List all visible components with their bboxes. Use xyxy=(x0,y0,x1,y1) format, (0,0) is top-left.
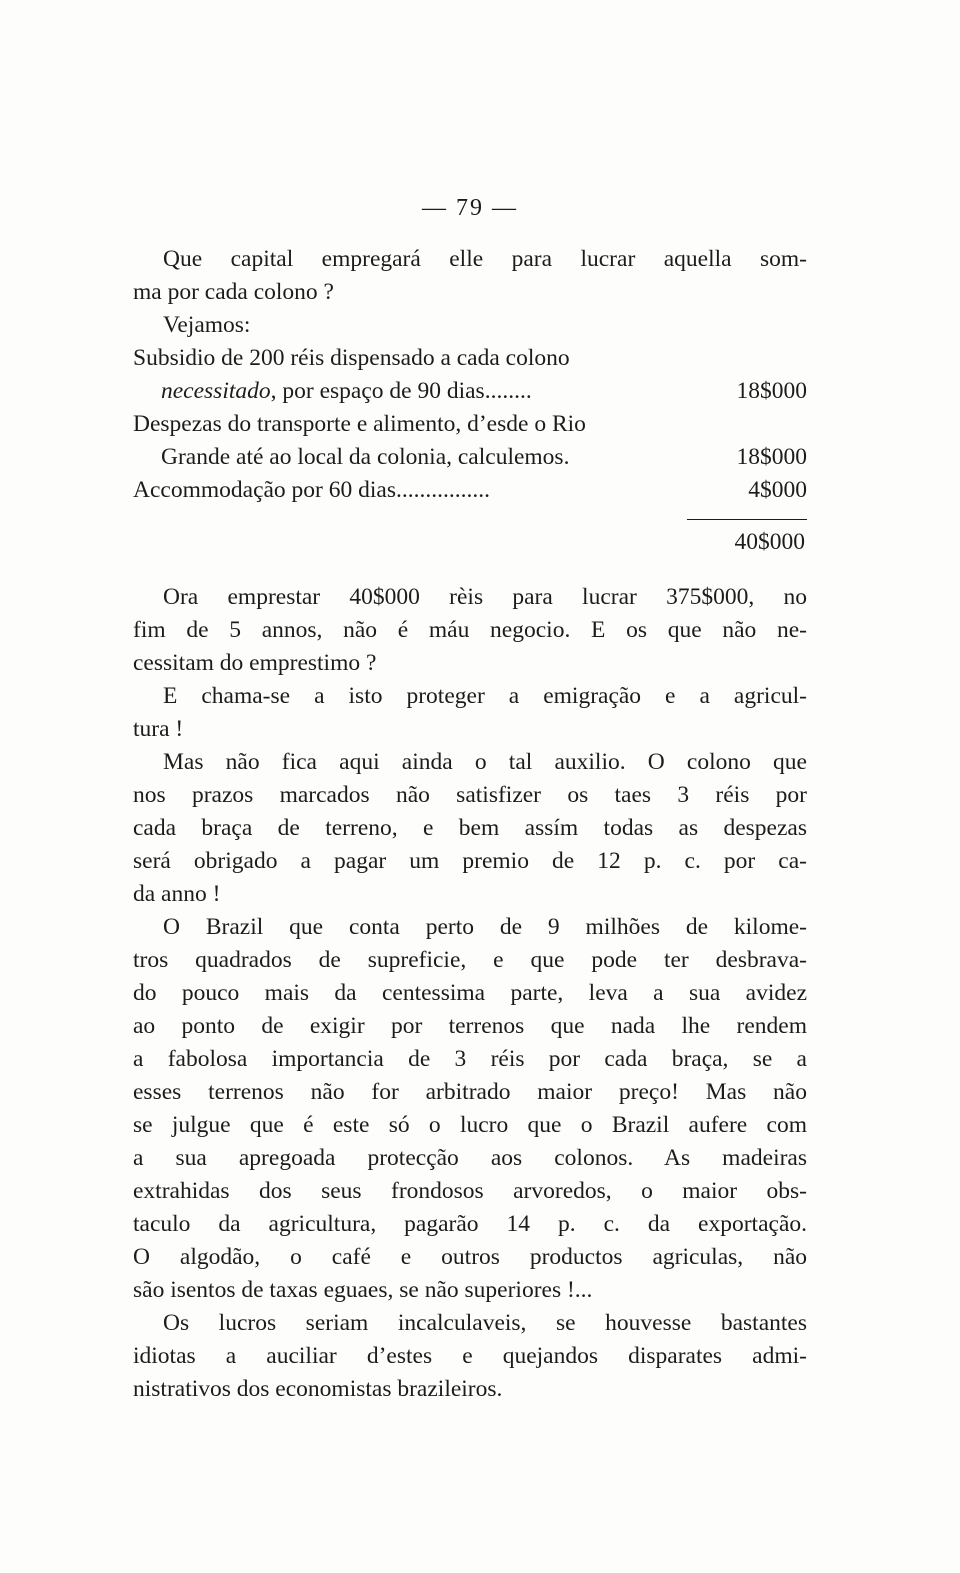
account-row xyxy=(133,408,807,441)
text-line: extrahidas dos seus frondosos arvoredos, o maior obs- xyxy=(133,1178,807,1204)
total-amount: 40$000 xyxy=(734,529,805,555)
text-line: tura ! xyxy=(133,716,184,742)
paragraph xyxy=(133,746,807,911)
text-line: taculo da agricultura, pagarão 14 p. c. da exportação. xyxy=(133,1211,807,1237)
text-line: do pouco mais da centessima parte, leva a sua avidez xyxy=(133,980,807,1006)
text-line: cessitam do emprestimo ? xyxy=(133,650,377,676)
text-line: da anno ! xyxy=(133,881,221,907)
vejamos-label: Vejamos: xyxy=(163,312,251,338)
account-amount: 4$000 xyxy=(748,477,807,503)
text-line: nos prazos marcados não satisfizer os taes 3 réis por xyxy=(133,782,807,808)
text-line: ao ponto de exigir por terrenos que nada lhe rendem xyxy=(133,1013,807,1039)
account-row-text: Accommodação por 60 dias................ xyxy=(133,477,490,503)
account-row xyxy=(133,474,807,507)
text-line: Ora emprestar 40$000 rèis para lucrar 375$000, no xyxy=(163,584,807,610)
text-line: se julgue que é este só o lucro que o Brazil aufere com xyxy=(133,1112,807,1138)
paragraph xyxy=(133,243,807,309)
paragraph xyxy=(133,581,807,680)
text-line: a fabolosa importancia de 3 réis por cada braça, se a xyxy=(133,1046,807,1072)
text-line: são isentos de taxas eguaes, se não superiores !... xyxy=(133,1277,593,1303)
text-line: O Brazil que conta perto de 9 milhões de kilome- xyxy=(163,914,807,940)
text-line: tros quadrados de supreficie, e que pode ter desbrava- xyxy=(133,947,807,973)
account-row xyxy=(133,342,807,375)
paragraph xyxy=(133,911,807,1307)
text-line: fim de 5 annos, não é máu negocio. E os que não ne- xyxy=(133,617,807,643)
paragraph xyxy=(133,1307,807,1406)
text-line: Que capital empregará elle para lucrar aquella som- xyxy=(163,246,807,272)
text-line: E chama-se a isto proteger a emigração e a agricul- xyxy=(163,683,807,709)
text-line: cada braça de terreno, e bem assím todas as despezas xyxy=(133,815,807,841)
account-row-text: Subsidio de 200 réis dispensado a cada colono xyxy=(133,345,570,371)
text-line: idiotas a auciliar d’estes e quejandos disparates admi- xyxy=(133,1343,807,1369)
text-line: será obrigado a pagar um premio de 12 p. c. por ca- xyxy=(133,848,807,874)
paragraph xyxy=(133,680,807,746)
account-row-text: Despezas do transporte e alimento, d’esde o Rio xyxy=(133,411,586,437)
text-line: O algodão, o café e outros productos agriculas, não xyxy=(133,1244,807,1270)
account-amount: 18$000 xyxy=(736,378,807,404)
text-line: ma por cada colono ? xyxy=(133,279,334,305)
page-number: — 79 — xyxy=(422,195,518,221)
text-line: nistrativos dos economistas brazileiros. xyxy=(133,1376,503,1402)
account-row-text: Grande até ao local da colonia, calculemos. xyxy=(161,444,570,470)
text-line: a sua apregoada protecção aos colonos. As madeiras xyxy=(133,1145,807,1171)
text-line: esses terrenos não for arbitrado maior preço! Mas não xyxy=(133,1079,807,1105)
account-row-italic: necessitado xyxy=(161,378,271,404)
text-line: Os lucros seriam incalculaveis, se houvesse bastantes xyxy=(163,1310,807,1336)
text-column xyxy=(133,192,807,1406)
account-total-block xyxy=(133,519,807,559)
account-row-rest: , por espaço de 90 dias........ xyxy=(270,378,532,404)
account-row xyxy=(133,375,807,408)
account-row-text xyxy=(133,375,532,408)
account-row xyxy=(133,441,807,474)
account-table xyxy=(133,342,807,559)
account-amount: 18$000 xyxy=(736,444,807,470)
text-line: Mas não fica aqui ainda o tal auxilio. O colono que xyxy=(163,749,807,775)
